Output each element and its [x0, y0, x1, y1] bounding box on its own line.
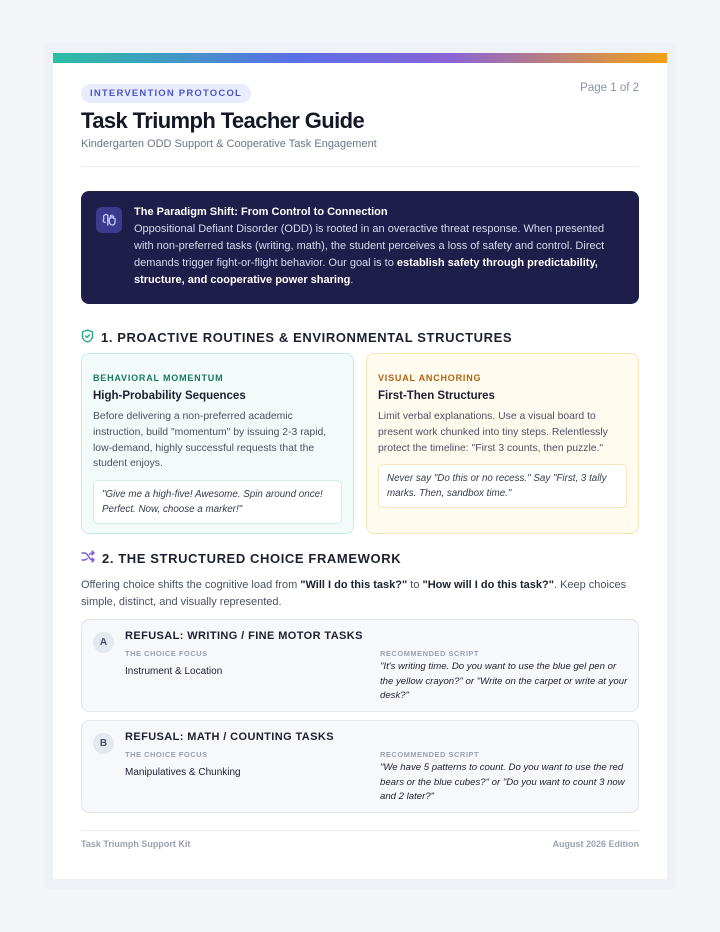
shift-text	[134, 204, 619, 289]
page-subtitle: Kindergarten ODD Support & Cooperative Task Engagement	[81, 138, 377, 150]
choice-heading: REFUSAL: WRITING / FINE MOTOR TASKS	[125, 630, 363, 642]
footer-kit-name: Task Triumph Support Kit	[81, 839, 191, 849]
shift-body-end: .	[350, 274, 354, 286]
card-kicker: VISUAL ANCHORING	[378, 373, 482, 383]
page-title: Task Triumph Teacher Guide	[81, 108, 365, 133]
intro-text: to	[407, 579, 423, 591]
card-kicker: BEHAVIORAL MOMENTUM	[93, 373, 224, 383]
card-quote: "Give me a high-five! Awesome. Spin around once! Perfect. Now, choose a marker!"	[93, 480, 342, 524]
choice-focus: Instrument & Location	[125, 666, 223, 677]
choice-card-math	[81, 720, 639, 813]
intro-text: . Keep choices simple, distinct, and visually represented.	[81, 579, 627, 608]
choice-script: "We have 5 patterns to count. Do you want to use the red bears or the blue cubes?" or "Do you want to count 3 now and 2 later?"	[380, 762, 625, 802]
document-page	[53, 53, 667, 879]
choice-focus-label: THE CHOICE FOCUS	[125, 750, 208, 759]
paradigm-shift-callout	[81, 191, 639, 304]
choice-letter: B	[93, 733, 114, 754]
card-title: First-Then Structures	[378, 390, 495, 402]
section2-heading	[81, 550, 401, 566]
intro-question-1: "Will I do this task?"	[300, 579, 408, 591]
choice-heading: REFUSAL: MATH / COUNTING TASKS	[125, 731, 334, 743]
section2-title: 2. THE STRUCTURED CHOICE FRAMEWORK	[102, 550, 402, 566]
choice-letter: A	[93, 632, 114, 653]
section1-title: 1. PROACTIVE ROUTINES & ENVIRONMENTAL STRUCTURES	[101, 330, 513, 345]
shift-title: The Paradigm Shift: From Control to Connection	[134, 206, 388, 218]
page-number: Page 1 of 2	[580, 82, 639, 94]
card-quote: Never say "Do this or no recess." Say "First, 3 tally marks. Then, sandbox time."	[378, 464, 627, 508]
choice-focus: Manipulatives & Chunking	[125, 767, 241, 778]
script-label: RECOMMENDED SCRIPT	[380, 750, 480, 759]
card-body: Limit verbal explanations. Use a visual board to present work chunked into tiny steps. Relentlessly protect the timeline: "First 3 counts, then puzzle."	[378, 411, 608, 454]
card-body: Before delivering a non-preferred academic instruction, build "momentum" by issuing 2-3 rapid, low-demand, highly successful requests that the student enjoys.	[93, 411, 327, 470]
shuffle-icon	[81, 550, 95, 566]
visual-anchoring-card	[366, 353, 639, 534]
script-label: RECOMMENDED SCRIPT	[380, 649, 480, 658]
divider	[81, 166, 639, 167]
shift-body-bold: establish safety through predictability, structure, and cooperative power sharing	[134, 257, 598, 286]
gradient-bar	[53, 53, 667, 63]
brain-hand-icon	[96, 207, 122, 233]
behavioral-momentum-card	[81, 353, 354, 534]
choice-card-writing	[81, 619, 639, 712]
section2-intro	[81, 577, 639, 611]
footer-edition: August 2026 Edition	[552, 839, 639, 849]
shield-icon	[81, 329, 94, 346]
intro-text: Offering choice shifts the cognitive load from	[81, 579, 301, 591]
footer-divider	[81, 830, 639, 831]
card-title: High-Probability Sequences	[93, 390, 246, 402]
intro-question-2: "How will I do this task?"	[422, 579, 554, 591]
choice-script: "It's writing time. Do you want to use the blue gel pen or the yellow crayon?" or "Write on the carpet or write at your desk?"	[380, 661, 628, 701]
shift-body-plain: Oppositional Defiant Disorder (ODD) is rooted in an overactive threat response. When presented with non-preferred tasks (writing, math), the student perceives a loss of safety and control. Direct demands trigger fight-or-flight behavior. Our goal is to	[134, 223, 605, 269]
section1-heading	[81, 329, 512, 346]
shift-body	[134, 221, 619, 289]
choice-focus-label: THE CHOICE FOCUS	[125, 649, 208, 658]
protocol-badge: INTERVENTION PROTOCOL	[81, 84, 251, 103]
